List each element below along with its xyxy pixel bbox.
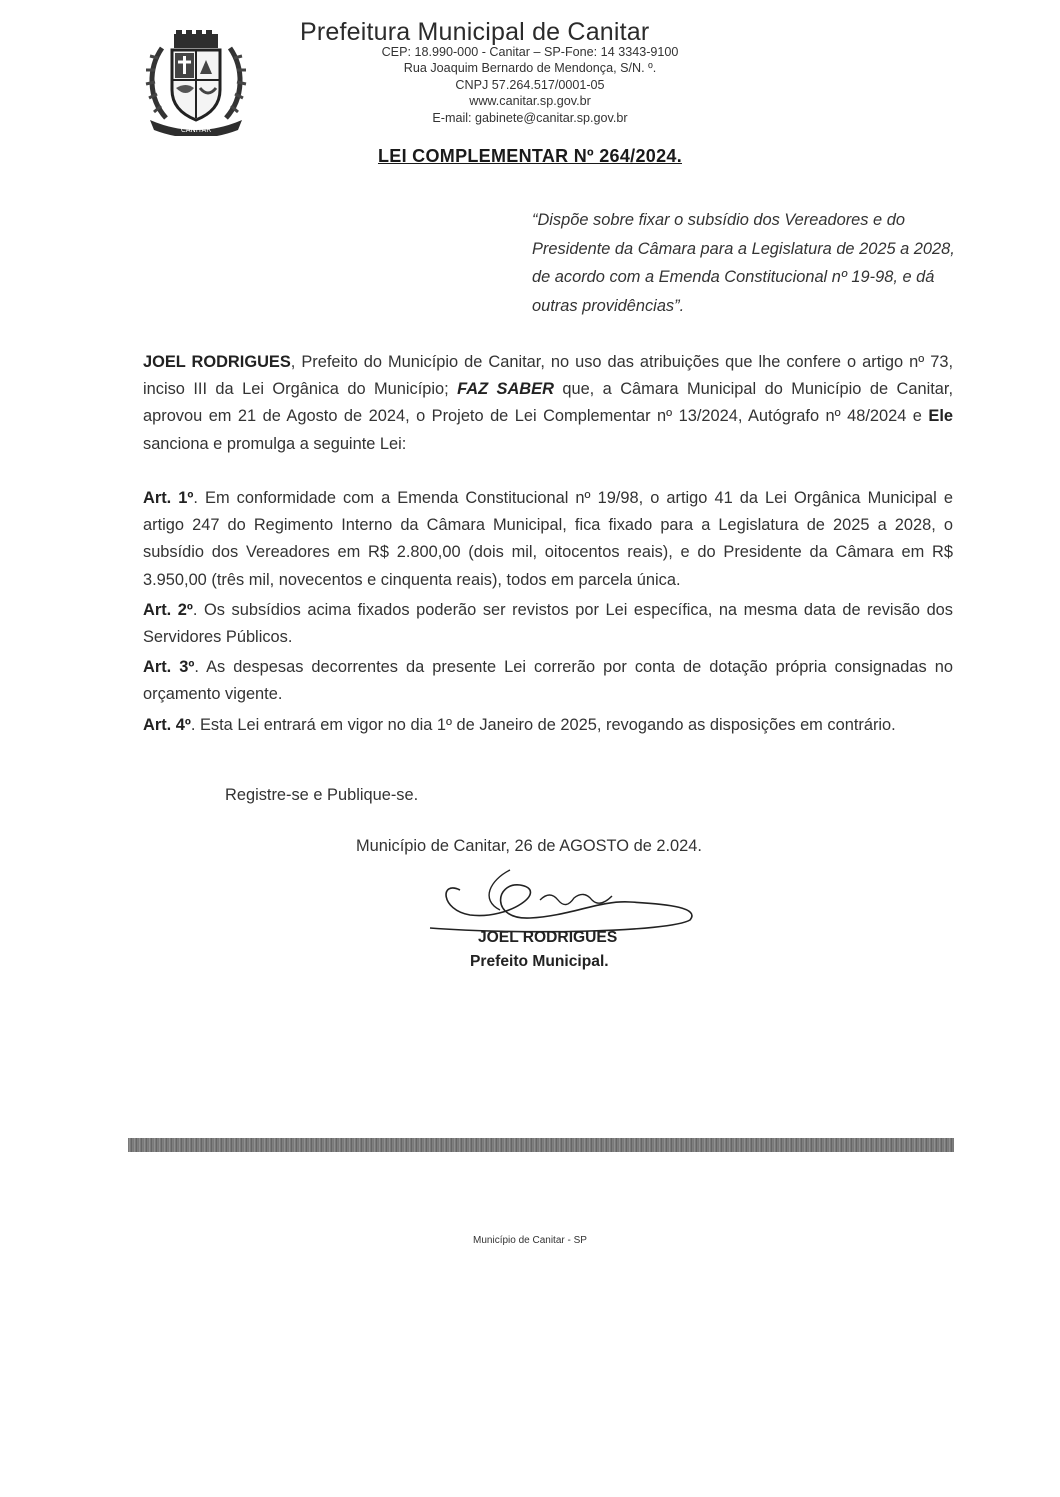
article-label: Art. 2º [143,600,193,619]
preamble-text-2: que, a Câmara Municipal do Município de Canitar, aprovou em 21 de Agosto de 2024, o Projeto de Lei Complementar nº 13/2024, Autógrafo nº 48/2024 e [143,380,953,426]
municipal-crest-icon [140,28,252,136]
article-text: . Esta Lei entrará em vigor no dia 1º de Janeiro de 2025, revogando as disposições em contrário. [190,715,896,734]
footer-divider [128,1138,954,1152]
crest-label: CANITAR [180,126,212,134]
header-cnpj: CNPJ 57.264.517/0001-05 [455,77,605,92]
law-ementa: “Dispõe sobre fixar o subsídio dos Vereadores e do Presidente da Câmara para a Legislatura de 2025 a 2028, de acordo com a Emenda Constitucional nº 19-98, e dá outras providências”. [532,211,955,315]
header-title: Prefeitura Municipal de Canitar [300,18,650,46]
signatory-name: JOEL RODRIGUES [478,929,618,946]
articles-list [143,485,953,742]
article-label: Art. 4º [143,715,191,734]
header-email: E-mail: gabinete@canitar.sp.gov.br [432,110,628,125]
closing-line: Registre-se e Publique-se. [225,786,419,804]
header-contact-block [330,44,730,126]
article-4 [143,712,953,739]
preamble-faz-saber: FAZ SABER [457,380,554,399]
preamble-text-3: sanciona e promulga a seguinte Lei: [143,434,407,453]
article-2 [143,597,953,651]
article-label: Art. 1º [143,489,194,507]
preamble-name: JOEL RODRIGUES [143,353,291,371]
header-cep-phone: CEP: 18.990-000 - Canitar – SP-Fone: 14 3343-9100 [381,45,679,59]
signature-mark-icon [400,860,720,940]
article-3 [143,654,953,708]
article-text: . Os subsídios acima fixados poderão ser revistos por Lei específica, na mesma data de revisão dos Servidores Públicos. [143,600,953,647]
article-text: . As despesas decorrentes da presente Lei correrão por conta de dotação própria consignadas no orçamento vigente. [143,658,953,704]
preamble-ele: Ele [928,407,953,426]
footer-text: Município de Canitar - SP [473,1235,587,1246]
signatory-role: Prefeito Municipal. [470,953,609,970]
place-date: Município de Canitar, 26 de AGOSTO de 2.024. [356,837,702,855]
preamble-text-1: , Prefeito do Município de Canitar, no uso das atribuições que lhe confere o artigo nº 73, inciso III da Lei Orgânica do Município; [143,353,953,399]
article-1 [143,485,953,594]
preamble-paragraph [143,349,953,458]
article-text: . Em conformidade com a Emenda Constitucional nº 19/98, o artigo 41 da Lei Orgânica Municipal e artigo 247 do Regimento Interno da Câmara Municipal, fica fixado para a Legislatura de 2025 a 2028, o subsídio dos Vereadores em R$ 2.800,00 (dois mil, oitocentos reais), e do Presidente da Câmara em R$ 3.950,00 (três mil, novecentos e cinquenta reais), todos em parcela única. [143,489,953,589]
law-title: LEI COMPLEMENTAR Nº 264/2024. [377,146,682,166]
header-address: Rua Joaquim Bernardo de Mendonça, S/N. º. [403,61,657,76]
article-label: Art. 3º [143,658,195,677]
header-website: www.canitar.sp.gov.br [469,94,591,109]
